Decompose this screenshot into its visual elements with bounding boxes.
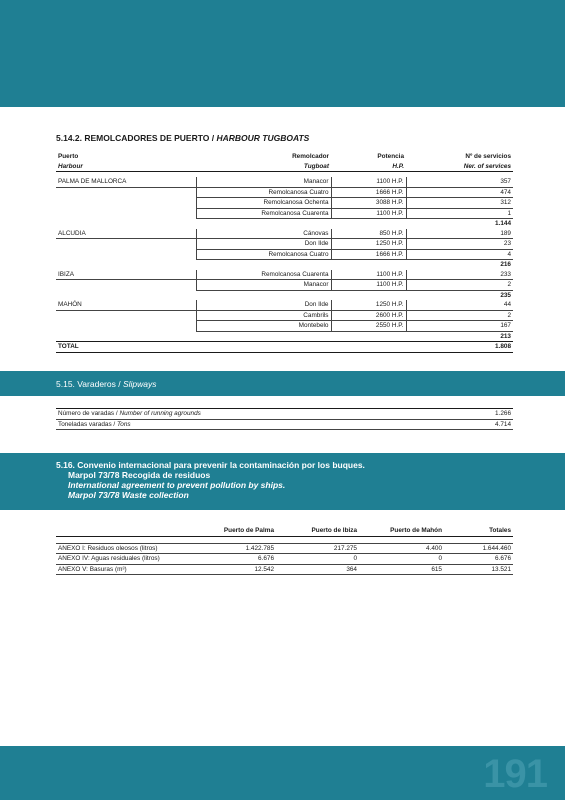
tugboat-cell: Remolcanosa Ochenta [196, 198, 331, 209]
slipway-label [56, 409, 436, 420]
table-row [56, 300, 513, 310]
power-cell: 1100 H.P. [331, 177, 406, 187]
services-cell: 2 [406, 310, 513, 321]
palma-value: 1.422.785 [186, 543, 276, 554]
tugboats-table [56, 152, 513, 353]
mahon-value: 4.400 [359, 543, 444, 554]
col-header-power: Potencia [377, 153, 404, 160]
section-title-en: HARBOUR TUGBOATS [216, 133, 310, 143]
power-cell: 1250 H.P. [331, 300, 406, 310]
port-cell: PALMA DE MALLORCA [56, 177, 196, 187]
marpol-title-line4: Marpol 73/78 Waste collection [68, 490, 189, 500]
subtotal-row [56, 260, 513, 270]
slipway-value: 4.714 [436, 419, 513, 430]
power-cell: 850 H.P. [331, 229, 406, 239]
marpol-title-line1: 5.16. Convenio internacional para prevenir la contaminación por los buques. [56, 460, 365, 470]
services-cell: 167 [406, 321, 513, 332]
subtotal-value: 235 [406, 290, 513, 300]
tugboat-cell: Don Ilde [196, 239, 331, 250]
power-cell: 1666 H.P. [331, 187, 406, 198]
power-cell: 1666 H.P. [331, 249, 406, 260]
marpol-title-line3: International agreement to prevent pollution by ships. [68, 480, 286, 490]
mahon-value: 0 [359, 554, 444, 565]
port-cell [56, 187, 196, 198]
tugboat-cell: Don Ilde [196, 300, 331, 310]
table-row [56, 187, 513, 198]
services-cell: 312 [406, 198, 513, 209]
label-es: Toneladas varadas / [58, 420, 116, 428]
col-header-tugboat-en: Tugboat [196, 162, 331, 172]
power-cell: 2550 H.P. [331, 321, 406, 332]
table-row [56, 229, 513, 239]
col-header-palma: Puerto de Palma [186, 526, 276, 536]
col-header-tugboat: Remolcador [292, 153, 329, 160]
port-cell [56, 310, 196, 321]
table-row [56, 543, 513, 554]
col-header-hp: H.P. [331, 162, 406, 172]
col-header-port: Puerto [58, 153, 79, 160]
subtotal-value: 213 [406, 331, 513, 342]
col-header-ibiza: Puerto de Ibiza [276, 526, 359, 536]
tugboat-cell: Remolcanosa Cuatro [196, 187, 331, 198]
annex-label: ANEXO V: Basuras (m³) [56, 564, 186, 575]
port-cell [56, 239, 196, 250]
port-cell: IBIZA [56, 270, 196, 280]
services-cell: 357 [406, 177, 513, 187]
marpol-title-line2: Marpol 73/78 Recogida de residuos [68, 470, 211, 480]
total-value: 6.676 [444, 554, 513, 565]
col-header-services: Nº de servicios [465, 153, 511, 160]
subtotal-row [56, 219, 513, 229]
services-cell: 2 [406, 280, 513, 291]
slipways-title [56, 379, 157, 389]
table-row [56, 239, 513, 250]
tugboat-cell: Remolcanosa Cuarenta [196, 208, 331, 219]
col-header-totals: Totales [444, 526, 513, 536]
marpol-table [56, 526, 513, 575]
total-value: 13.521 [444, 564, 513, 575]
table-row [56, 280, 513, 291]
table-header-row-en [56, 162, 513, 172]
marpol-table-body [56, 543, 513, 575]
annex-label: ANEXO I: Residuos oleosos (litros) [56, 543, 186, 554]
power-cell: 3088 H.P. [331, 198, 406, 209]
col-header-mahon: Puerto de Mahón [359, 526, 444, 536]
ibiza-value: 364 [276, 564, 359, 575]
section-title-tugboats [56, 133, 309, 143]
table-row [56, 564, 513, 575]
tugboat-cell: Remolcanosa Cuatro [196, 249, 331, 260]
port-cell [56, 208, 196, 219]
label-en: Number of running agrounds [119, 410, 201, 417]
table-header-row [56, 152, 513, 162]
services-cell: 44 [406, 300, 513, 310]
slipways-band [0, 371, 565, 396]
table-row [56, 554, 513, 565]
services-cell: 4 [406, 249, 513, 260]
header-band [0, 0, 565, 107]
tugboat-cell: Manacor [196, 177, 331, 187]
footer-band [0, 746, 565, 800]
table-row [56, 321, 513, 332]
tugboat-cell: Montebelo [196, 321, 331, 332]
total-value: 1.644.460 [444, 543, 513, 554]
tugboat-cell: Remolcanosa Cuarenta [196, 270, 331, 280]
table-row [56, 419, 513, 430]
section-title-es: REMOLCADORES DE PUERTO / [84, 133, 215, 143]
services-cell: 474 [406, 187, 513, 198]
subtotal-row [56, 331, 513, 342]
slipways-title-en: Slipways [122, 379, 157, 389]
marpol-title [56, 460, 365, 500]
col-header-harbour: Harbour [56, 162, 196, 172]
table-header-row [56, 526, 513, 536]
table-row [56, 249, 513, 260]
table-row [56, 270, 513, 280]
spacer-row [56, 536, 513, 543]
port-cell: MAHÓN [56, 300, 196, 310]
port-cell: ALCUDIA [56, 229, 196, 239]
slipway-label [56, 419, 436, 430]
page-number: 191 [483, 752, 547, 796]
col-header-empty [56, 526, 186, 536]
tugboats-table-body [56, 177, 513, 342]
services-cell: 189 [406, 229, 513, 239]
label-es: Número de varadas / [58, 410, 118, 417]
total-value: 1.808 [406, 342, 513, 353]
power-cell: 1250 H.P. [331, 239, 406, 250]
power-cell: 1100 H.P. [331, 280, 406, 291]
table-row [56, 409, 513, 420]
mahon-value: 615 [359, 564, 444, 575]
power-cell: 1100 H.P. [331, 208, 406, 219]
slipways-table [56, 408, 513, 430]
palma-value: 6.676 [186, 554, 276, 565]
table-row [56, 208, 513, 219]
subtotal-value: 1.144 [406, 219, 513, 229]
tugboat-cell: Cánovas [196, 229, 331, 239]
label-en: Tons [116, 420, 131, 428]
ibiza-value: 0 [276, 554, 359, 565]
table-row [56, 198, 513, 209]
services-cell: 23 [406, 239, 513, 250]
services-cell: 1 [406, 208, 513, 219]
slipway-value: 1.266 [436, 409, 513, 420]
col-header-services-en: Ner. of services [406, 162, 513, 172]
power-cell: 1100 H.P. [331, 270, 406, 280]
subtotal-value: 216 [406, 260, 513, 270]
port-cell [56, 280, 196, 291]
port-cell [56, 249, 196, 260]
port-cell [56, 321, 196, 332]
subtotal-row [56, 290, 513, 300]
section-number: 5.14.2. [56, 133, 82, 143]
tugboat-cell: Manacor [196, 280, 331, 291]
ibiza-value: 217.275 [276, 543, 359, 554]
power-cell: 2600 H.P. [331, 310, 406, 321]
services-cell: 233 [406, 270, 513, 280]
total-label: TOTAL [56, 342, 196, 353]
palma-value: 12.542 [186, 564, 276, 575]
slipways-title-es: 5.15. Varaderos / [56, 379, 121, 389]
marpol-band [0, 453, 565, 510]
tugboat-cell: Cambrils [196, 310, 331, 321]
annex-label: ANEXO IV: Aguas residuales (litros) [56, 554, 186, 565]
table-row [56, 177, 513, 187]
port-cell [56, 198, 196, 209]
total-row [56, 342, 513, 353]
table-row [56, 310, 513, 321]
